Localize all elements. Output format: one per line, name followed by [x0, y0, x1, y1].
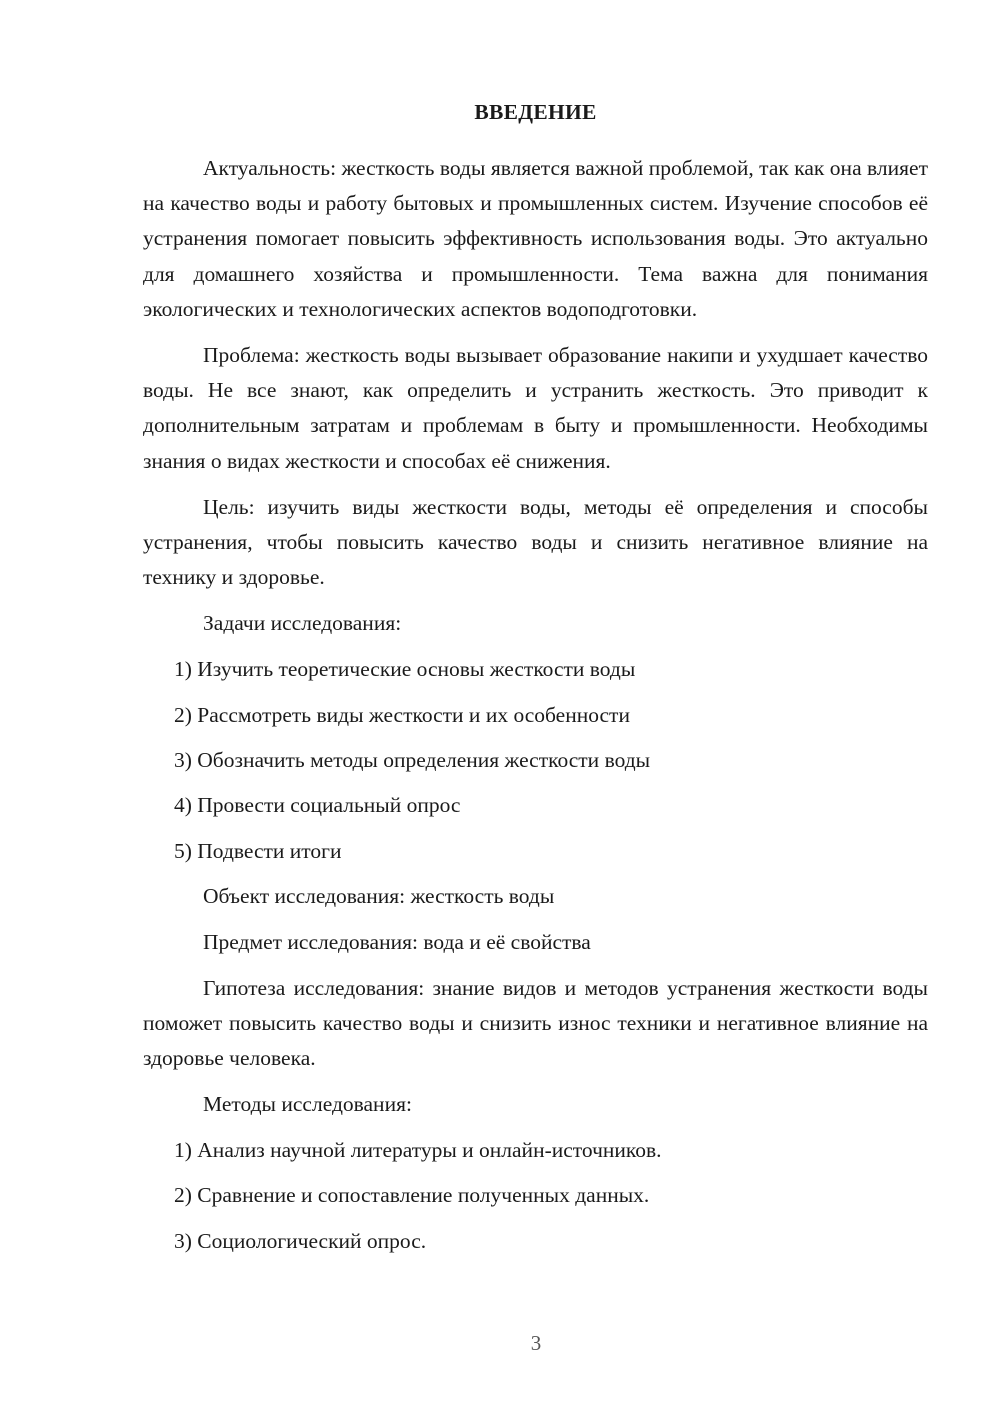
goal-paragraph: Цель: изучить виды жесткости воды, методы её определения и способы устранения, чтобы повысить качество воды и снизить негативное влияние на технику и здоровье. [143, 494, 928, 590]
tasks-list [143, 652, 928, 869]
object-line: Объект исследования: жесткость воды [203, 884, 555, 909]
methods-list [143, 1133, 928, 1259]
list-item: 5) Подвести итоги [174, 838, 342, 863]
list-item: 3) Обозначить методы определения жесткости воды [174, 747, 651, 772]
list-item: 1) Изучить теоретические основы жесткости воды [174, 657, 636, 682]
list-item: 3) Социологический опрос. [174, 1228, 427, 1253]
page-number: 3 [530, 1331, 542, 1355]
list-item: 2) Рассмотреть виды жесткости и их особенности [174, 702, 630, 727]
list-item: 4) Провести социальный опрос [174, 793, 461, 818]
hypothesis-paragraph: Гипотеза исследования: знание видов и методов устранения жесткости воды поможет повысить качество воды и снизить износ техники и негативное влияние на здоровье человека. [143, 975, 928, 1070]
list-item: 2) Сравнение и сопоставление полученных данных. [174, 1183, 650, 1208]
relevance-paragraph: Актуальность: жесткость воды является важной проблемой, так как она влияет на качество воды и работу бытовых и промышленных систем. Изучение способов её устранения помогает повысить эффективность использования воды. Это актуально для домашнего хозяйства и промышленности. Тема важна для понимания экологических и технологических аспектов водоподготовки. [143, 156, 928, 321]
list-item: 1) Анализ научной литературы и онлайн-источников. [174, 1137, 662, 1162]
tasks-heading: Задачи исследования: [203, 611, 402, 636]
page-title: ВВЕДЕНИЕ [474, 100, 597, 124]
page-content [143, 95, 928, 1269]
problem-paragraph: Проблема: жесткость воды вызывает образование накипи и ухудшает качество воды. Не все знают, как определить и устранить жесткость. Это приводит к дополнительным затратам и проблемам в быту и промышленности. Необходимы знания о видах жесткости и способах её снижения. [143, 343, 928, 473]
methods-heading: Методы исследования: [203, 1092, 412, 1117]
subject-line: Предмет исследования: вода и её свойства [203, 929, 591, 954]
